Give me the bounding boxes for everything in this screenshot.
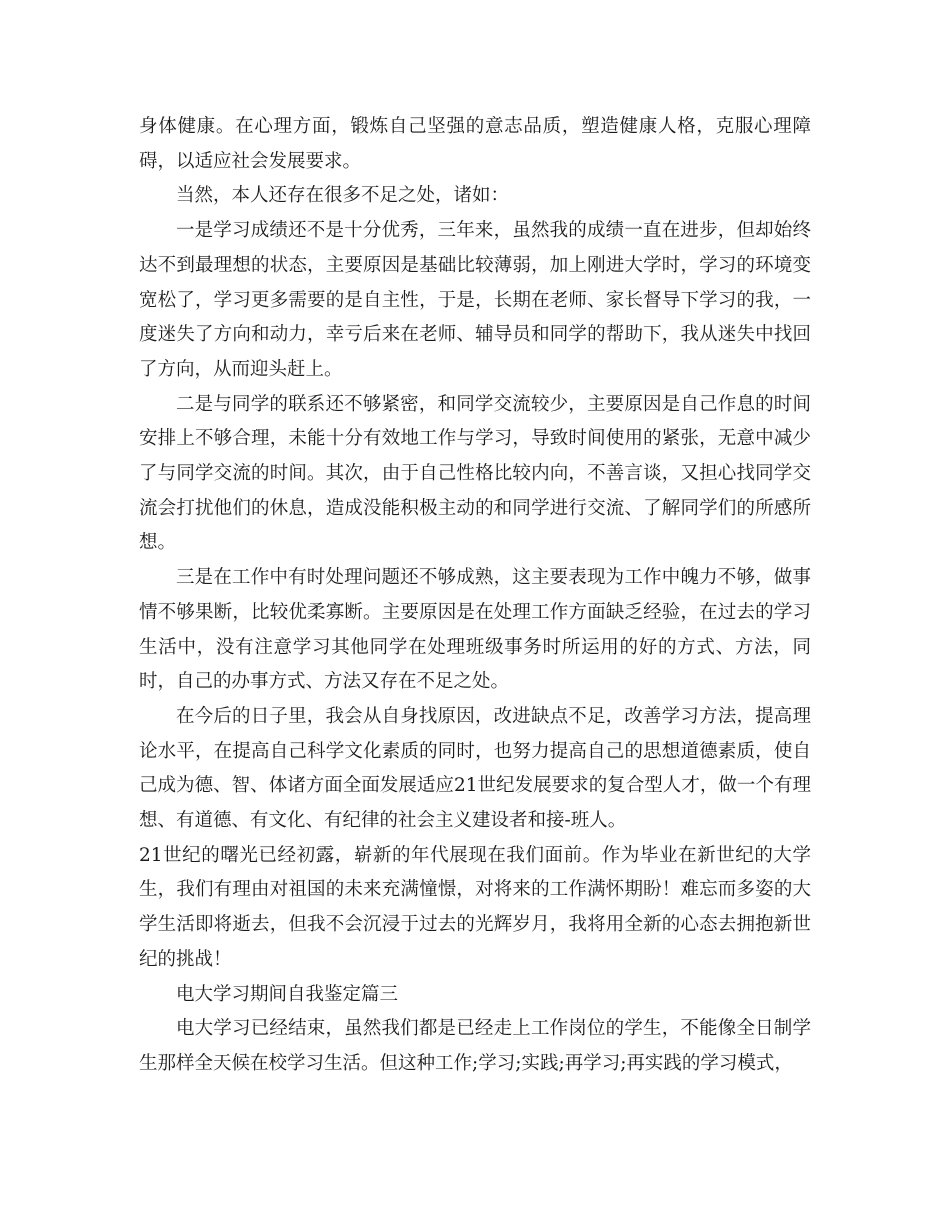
paragraph-study-results: 一是学习成绩还不是十分优秀，三年来，虽然我的成绩一直在进步，但却始终达不到最理想的状态，主要原因是基础比较薄弱，加上刚进大学时，学习的环境变宽松了，学习更多需要的是自主性，于是，长期在老师、家长督导下学习的我，一度迷失了方向和动力，幸亏后来在老师、辅导员和同学的帮助下，我从迷失中找回了方向，从而迎头赶上。 xyxy=(139,220,811,380)
paragraph-future-plans: 在今后的日子里，我会从自身找原因，改进缺点不足，改善学习方法，提高理论水平，在提高自己科学文化素质的同时，也努力提高自己的思想道德素质，使自己成为德、智、体诸方面全面发展适应21世纪发展要求的复合型人才，做一个有理想、有道德、有文化、有纪律的社会主义建设者和接-班人。 xyxy=(139,705,811,832)
paragraph-new-century: 21世纪的曙光已经初露，崭新的年代展现在我们面前。作为毕业在新世纪的大学生，我们有理由对祖国的未来充满憧憬，对将来的工作满怀期盼！难忘而多姿的大学生活即将逝去，但我不会沉浸于过去的光辉岁月，我将用全新的心态去拥抱新世纪的挑战！ xyxy=(139,844,811,970)
document-body xyxy=(139,110,811,1082)
paragraph-tvu-study: 电大学习已经结束，虽然我们都是已经走上工作岗位的学生，不能像全日制学生那样全天候在校学习生活。但这种工作;学习;实践;再学习;再实践的学习模式， xyxy=(139,1018,811,1074)
paragraph-work-maturity: 三是在工作中有时处理问题还不够成熟，这主要表现为工作中魄力不够，做事情不够果断，比较优柔寡断。主要原因是在处理工作方面缺乏经验，在过去的学习生活中，没有注意学习其他同学在处理班级事务时所运用的好的方式、方法，同时，自己的办事方式、方法又存在不足之处。 xyxy=(139,567,811,693)
paragraph-classmate-contact: 二是与同学的联系还不够紧密，和同学交流较少，主要原因是自己作息的时间安排上不够合理，未能十分有效地工作与学习，导致时间使用的紧张，无意中减少了与同学交流的时间。其次，由于自己性格比较内向，不善言谈，又担心找同学交流会打扰他们的休息，造成没能积极主动的和同学进行交流、了解同学们的所感所想。 xyxy=(139,393,811,554)
paragraph-health: 身体健康。在心理方面，锻炼自己坚强的意志品质，塑造健康人格，克服心理障碍，以适应社会发展要求。 xyxy=(139,116,811,172)
section-heading-part-three: 电大学习期间自我鉴定篇三 xyxy=(176,983,399,1005)
paragraph-shortcomings-intro: 当然，本人还存在很多不足之处，诸如： xyxy=(176,185,510,207)
